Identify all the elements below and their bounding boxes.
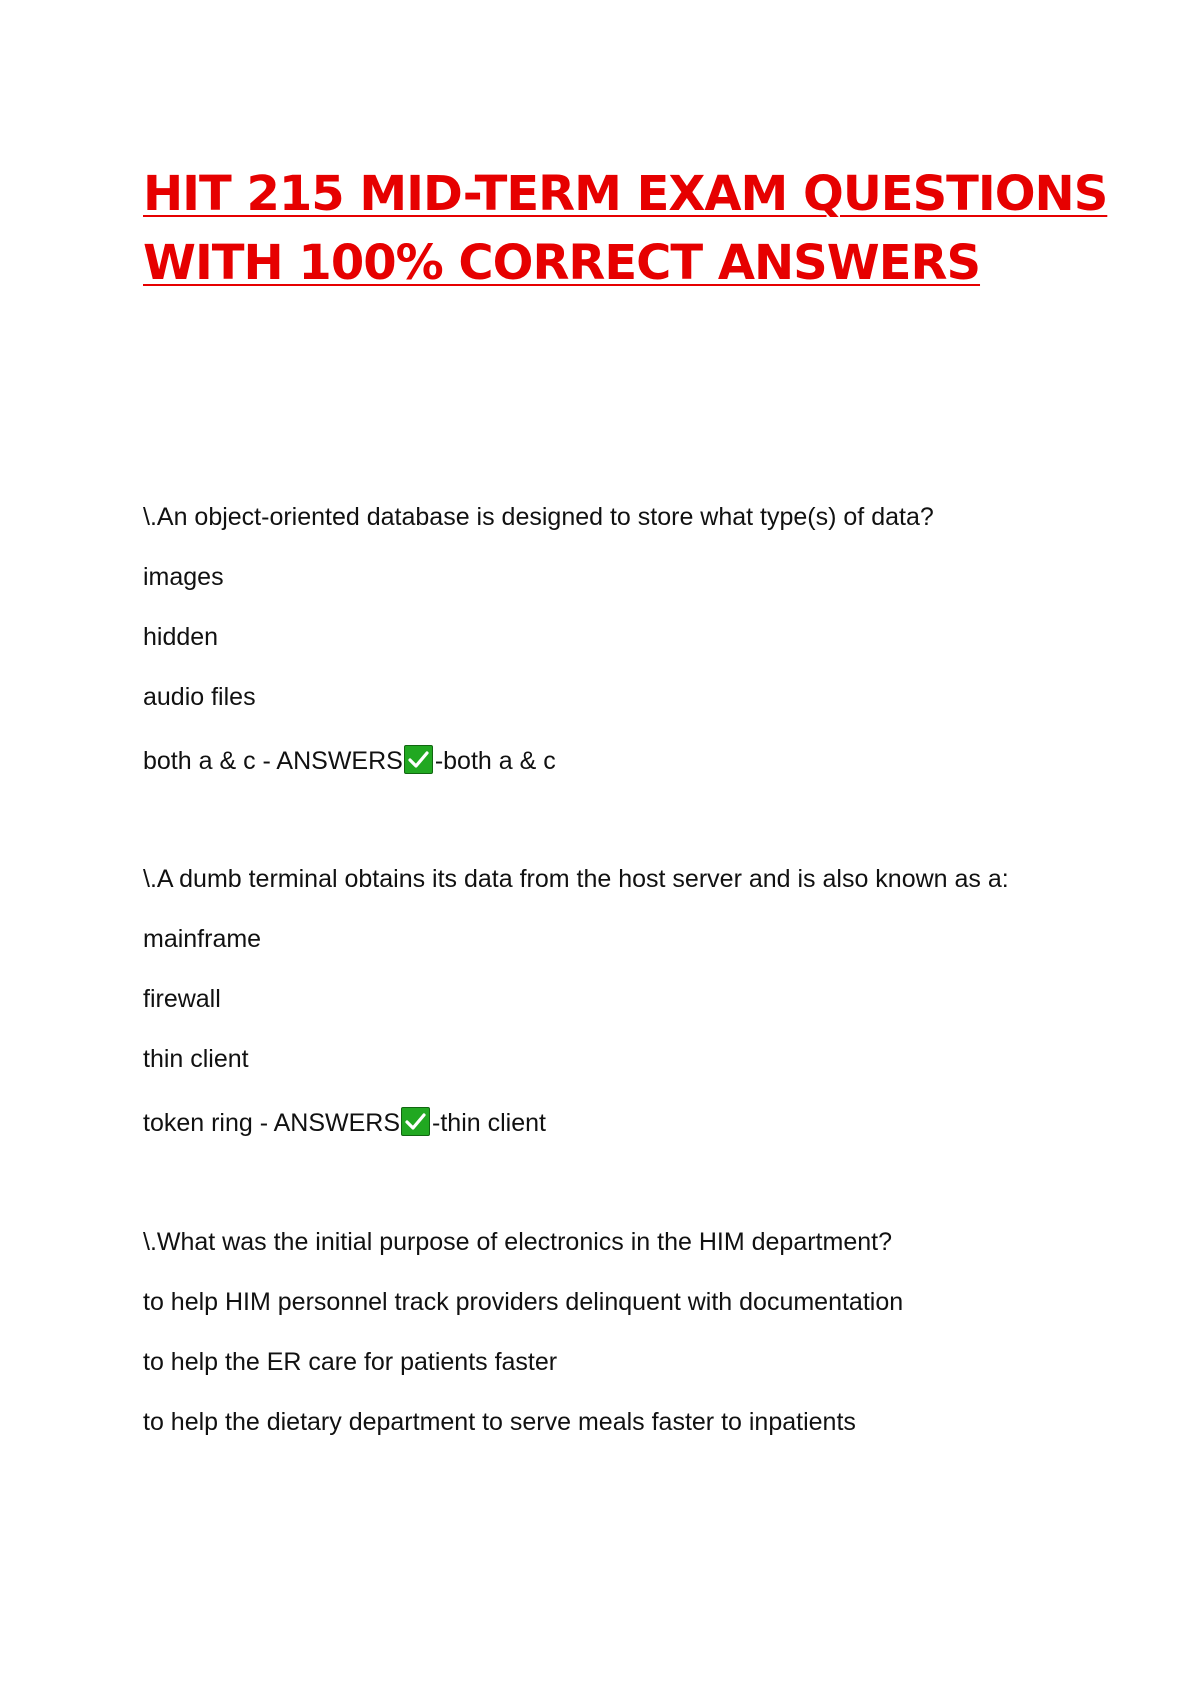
document-title — [143, 160, 1108, 298]
question-2-correct-answer: -thin client — [432, 1109, 546, 1137]
question-2-option: mainframe — [143, 925, 262, 953]
question-2-option: thin client — [143, 1045, 249, 1073]
question-1-option: hidden — [143, 623, 219, 651]
question-3-text: \.What was the initial purpose of electronics in the HIM department? — [143, 1228, 892, 1256]
question-1-last-option: both a & c - ANSWERS — [143, 747, 403, 775]
green-check-box-icon — [401, 1107, 430, 1136]
question-2-last-option: token ring - ANSWERS — [143, 1109, 401, 1137]
question-1-option: audio files — [143, 683, 256, 711]
question-2-text: \.A dumb terminal obtains its data from the host server and is also known as a: — [143, 865, 1009, 893]
question-1-answer-line — [143, 745, 556, 777]
title-line-2: WITH 100% CORRECT ANSWERS — [143, 235, 981, 291]
question-3-option: to help HIM personnel track providers delinquent with documentation — [143, 1288, 904, 1316]
question-1-correct-answer: -both a & c — [434, 747, 556, 775]
question-3-option: to help the ER care for patients faster — [143, 1348, 558, 1376]
question-1-option: images — [143, 563, 224, 591]
question-1-text: \.An object-oriented database is designed to store what type(s) of data? — [143, 503, 934, 531]
question-2-answer-line — [143, 1107, 546, 1139]
title-line-1: HIT 215 MID-TERM EXAM QUESTIONS — [143, 166, 1108, 222]
question-2-option: firewall — [143, 985, 221, 1013]
question-3-option: to help the dietary department to serve meals faster to inpatients — [143, 1408, 856, 1436]
green-check-box-icon — [404, 745, 433, 774]
